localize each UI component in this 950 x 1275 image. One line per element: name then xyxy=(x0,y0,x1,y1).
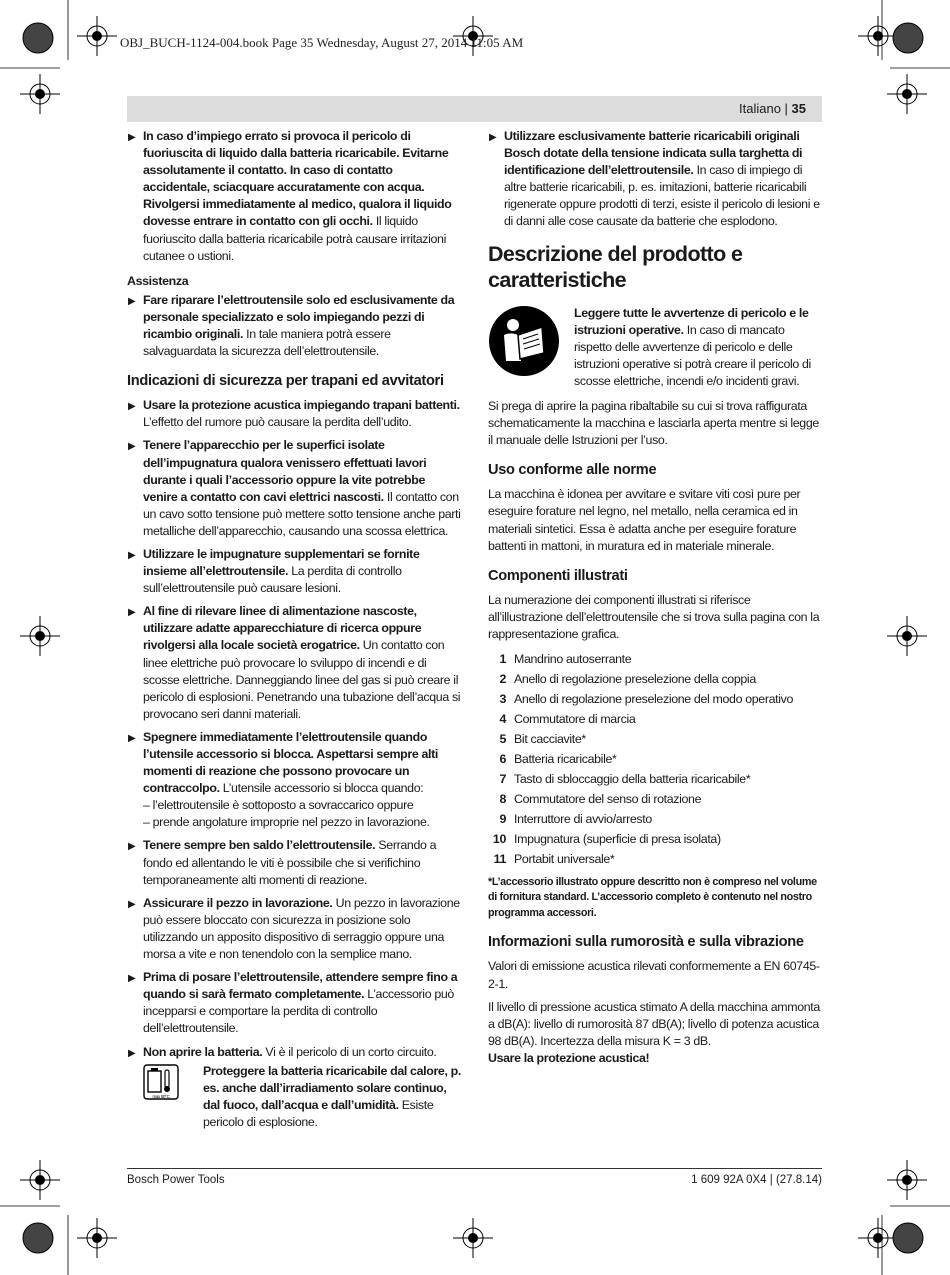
safety-item: ▶ Prima di posare l’elettroutensile, attendere sempre fino a quando si sarà fermato completamente. L’accessorio può incepparsi e comportare la perdita di controllo dell’elettroutensile. xyxy=(128,970,458,1036)
header-language: Italiano xyxy=(739,101,781,116)
list-item: 11 Portabit universale* xyxy=(493,851,615,866)
list-item: 3 Anello di regolazione preselezione del modo operativo xyxy=(499,691,794,706)
bullet-triangle-icon: ▶ xyxy=(128,732,136,744)
svg-text:max 50°C: max 50°C xyxy=(152,1093,170,1099)
noise-paragraph-1: Valori di emissione acustica rilevati conformemente a EN 60745-2-1. xyxy=(488,959,820,991)
page-header xyxy=(127,96,822,122)
bullet-triangle-icon: ▶ xyxy=(128,973,136,985)
components-heading: Componenti illustrati xyxy=(488,567,628,584)
bullet-triangle-icon: ▶ xyxy=(128,607,136,619)
noise-bold-line: Usare la protezione acustica! xyxy=(488,1050,650,1065)
safety-item: ▶ Usare la protezione acustica impiegando trapani battenti. L’effetto del rumore può causare la perdita dell’udito. xyxy=(128,398,460,430)
fold-out-paragraph: Si prega di aprire la pagina ribaltabile su cui si trova raffigurata schematicamente la macchina e lasciarla aperta mentre si legge il manuale delle Istruzioni per l’uso. xyxy=(488,399,819,448)
safety-item-original-batteries: ▶ Utilizzare esclusivamente batterie ricaricabili originali Bosch dotate della tensione indicata sulla targhetta di identificazione dell’elettroutensile. In caso di impiego di altre batterie ricaricabili, p. es. imitazioni, batterie ricaricabili rigenerate oppure prodotti di terzi, esiste il pericolo di lesioni e di danni alle cose causate da batterie che esplodono. xyxy=(489,129,820,229)
read-manual-icon xyxy=(488,305,560,377)
safety-item: ▶ Utilizzare le impugnature supplementari se fornite insieme all’elettroutensile. La perdita di controllo sull’elettroutensile può causare lesioni. xyxy=(128,546,420,596)
safety-item: ▶ Non aprire la batteria. Vi è il pericolo di un corto circuito. xyxy=(127,1044,462,1061)
accessory-footnote: *L’accessorio illustrato oppure descritto non è compreso nel volume di fornitura standard. L’accessorio completo è contenuto nel nostro programma accessori. xyxy=(488,875,817,919)
dash-item: – l’elettroutensile è sottoposto a sovraccarico oppure xyxy=(143,798,414,813)
safety-item: ▶ Tenere l’apparecchio per le superfici isolate dell’impugnatura qualora venissero effettuati lavori durante i quali l’accessorio oppure la vite potrebbe venire a contatto con cavi elettrici nascosti. Il contatto con un cavo sotto tensione può mettere sotto tensione anche parti metalliche dell’apparecchio, causando una scossa elettrica. xyxy=(128,438,461,538)
list-item: 6 Batteria ricaricabile* xyxy=(499,751,617,766)
bullet-triangle-icon: ▶ xyxy=(128,898,136,910)
footer-brand: Bosch Power Tools xyxy=(127,1174,225,1186)
safety-item-repair: ▶ Fare riparare l’elettroutensile solo ed esclusivamente da personale specializzato e solo impiegando pezzi di ricambio originali. In tale maniera potrà essere salvaguardata la sicurezza dell’elettroutensile. xyxy=(128,292,455,359)
bullet-triangle-icon: ▶ xyxy=(489,132,497,143)
list-item: 9 Interruttore di avvio/arresto xyxy=(499,811,652,826)
safety-item-blocking: ▶ Spegnere immediatamente l’elettroutensile quando l’utensile accessorio si blocca. Aspettarsi sempre alti momenti di reazione che possono provocare un contraccolpo. L’utensile accessorio si blocca quando: – l’elettroutensile è sottoposto a sovraccarico oppure – prende angolature improprie nel pezzo in lavorazione. xyxy=(127,729,462,832)
right-column xyxy=(488,128,824,1073)
components-list xyxy=(488,649,824,869)
battery-temperature-icon xyxy=(143,1064,179,1100)
list-item: 4 Commutatore di marcia xyxy=(499,711,636,726)
footer-doc-number: 1 609 92A 0X4 | (27.8.14) xyxy=(691,1174,822,1186)
battery-heat-warning: max 50°C Proteggere la batteria ricaricabile dal calore, p. es. anche dall’irradiamento solare continuo, dal fuoco, dall’acqua e dall’umidità. Esiste pericolo di esplosione. xyxy=(143,1063,462,1131)
product-description-heading: Descrizione del prodotto e caratteristiche xyxy=(488,241,743,292)
bullet-triangle-icon: ▶ xyxy=(128,549,136,561)
read-instructions-warning: Leggere tutte le avvertenze di pericolo e le istruzioni operative. In caso di mancato rispetto delle avvertenze di pericolo e delle istruzioni operative si potrà creare il pericolo di scosse elettriche, incendi e/o incidenti gravi. xyxy=(488,305,824,390)
bullet-triangle-icon: ▶ xyxy=(128,441,136,453)
list-item: 8 Commutatore del senso di rotazione xyxy=(499,791,702,806)
dash-item: – prende angolature improprie nel pezzo in lavorazione. xyxy=(143,815,430,830)
noise-heading: Informazioni sulla rumorosità e sulla vibrazione xyxy=(488,934,804,951)
components-intro: La numerazione dei componenti illustrati si riferisce all’illustrazione dell’elettroutensile che si trova sulla pagina con la rappresentazione grafica. xyxy=(488,592,820,641)
list-item: 5 Bit cacciavite* xyxy=(499,731,586,746)
bullet-triangle-icon: ▶ xyxy=(128,295,136,307)
safety-item: ▶ Assicurare il pezzo in lavorazione. Un pezzo in lavorazione può essere bloccato con sicurezza in posizione solo utilizzando un apposito dispositivo di serraggio oppure una morsa a vite e non tenendolo con la semplice mano. xyxy=(128,895,460,962)
intended-use-paragraph: La macchina è idonea per avvitare e svitare viti così pure per eseguire forature nel legno, nel metallo, nella ceramica ed in materiali sintetici. Essa è adatta anche per eseguire forature battenti in mattoni, in muratura ed in materiale minerale. xyxy=(488,487,801,553)
noise-paragraph-2: Il livello di pressione acustica stimato A della macchina ammonta a dB(A): livello di rumorosità 87 dB(A); livello di potenza acustica 98 dB(A). Incertezza della misura K = 3 dB. xyxy=(488,999,820,1048)
list-item: 7 Tasto di sbloccaggio della batteria ricaricabile* xyxy=(499,771,751,786)
footer-divider xyxy=(127,1168,822,1169)
safety-item-battery-liquid: ▶ In caso d’impiego errato si provoca il pericolo di fuoriuscita di liquido dalla batteria ricaricabile. Evitarne assolutamente il contatto. In caso di contatto accidentale, sciacquare accuratamente con acqua. Rivolgersi immediatamente al medico, qualora il liquido dovesse entrare in contatto con gli occhi. Il liquido fuoriuscito dalla batteria ricaricabile potrà causare irritazioni cutanee o ustioni. xyxy=(128,129,452,263)
left-column xyxy=(127,128,462,1131)
header-separator: | xyxy=(780,101,792,116)
bullet-triangle-icon: ▶ xyxy=(128,1047,136,1059)
bullet-triangle-icon: ▶ xyxy=(128,401,136,413)
list-item: 2 Anello di regolazione preselezione della coppia xyxy=(499,671,756,686)
drill-safety-heading: Indicazioni di sicurezza per trapani ed avvitatori xyxy=(127,373,444,390)
list-item: 1 Mandrino autoserrante xyxy=(499,651,632,666)
book-info-line: OBJ_BUCH-1124-004.book Page 35 Wednesday, August 27, 2014 11:05 AM xyxy=(120,35,524,50)
bullet-triangle-icon: ▶ xyxy=(128,841,136,853)
intended-use-heading: Uso conforme alle norme xyxy=(488,462,657,479)
page-number: 35 xyxy=(791,101,806,116)
safety-item: ▶ Tenere sempre ben saldo l’elettroutensile. Serrando a fondo ed allentando le viti è possibile che si verifichino temporaneamente alti momenti di reazione. xyxy=(128,838,437,887)
bullet-triangle-icon: ▶ xyxy=(128,132,136,143)
list-item: 10 Impugnatura (superficie di presa isolata) xyxy=(492,831,721,846)
safety-item: ▶ Al fine di rilevare linee di alimentazione nascoste, utilizzare adatte apparecchiature di ricerca oppure rivolgersi alla locale società erogatrice. Un contatto con linee elettriche può provocare lo sviluppo di incendi e di scosse elettriche. Danneggiando linee del gas si può creare il pericolo di esplosioni. Penetrando una tubazione dell’acqua si provocano seri danni materiali. xyxy=(128,604,461,721)
assistenza-heading: Assistenza xyxy=(127,273,189,288)
